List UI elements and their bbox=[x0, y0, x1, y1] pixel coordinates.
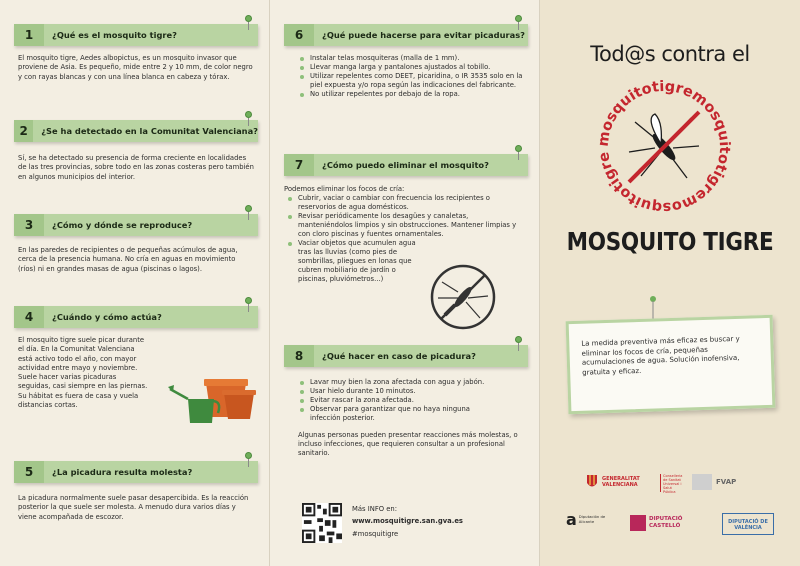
section-outro: Algunas personas pueden presentar reacciones más molestas, o incluso infecciones, que requieren consultar a un profesional sanitario. bbox=[298, 431, 518, 457]
section-title: ¿Cómo puedo eliminar el mosquito? bbox=[322, 160, 489, 170]
info-label: Más INFO en: bbox=[352, 505, 398, 513]
cover-title-top: Tod@s contra el bbox=[590, 42, 750, 66]
pin-icon bbox=[245, 205, 252, 212]
section-title: ¿Cómo y dónde se reproduce? bbox=[52, 220, 193, 230]
section-5 bbox=[14, 461, 258, 522]
list-item: Vaciar objetos que acumulen agua tras las lluvias (como pies de sombrillas, pliegues en lonas que cubren mobiliario de jardín o piscinas, pluviómetros...) bbox=[284, 239, 424, 284]
logo-diputacio-castello bbox=[630, 515, 695, 531]
logo-generalitat bbox=[585, 474, 646, 490]
alicante-mark-icon: a bbox=[566, 509, 577, 529]
list-item: Observar para garantizar que no haya ninguna infección posterior. bbox=[296, 405, 498, 423]
section-1 bbox=[14, 24, 258, 82]
section-title: ¿Qué es el mosquito tigre? bbox=[52, 30, 177, 40]
section-header bbox=[14, 24, 258, 46]
bullet-list bbox=[284, 46, 528, 99]
section-header bbox=[284, 345, 528, 367]
alicante-text: Diputación de Alicante bbox=[578, 514, 606, 524]
section-header bbox=[284, 154, 528, 176]
section-text: Sí, se ha detectado su presencia de forma creciente en localidades de las tres provincias, sobre todo en las zonas costeras pero también en algunos municipios del interior. bbox=[18, 154, 254, 181]
section-number: 6 bbox=[284, 24, 314, 46]
cover-title-bottom: MOSQUITO TIGRE bbox=[566, 228, 774, 257]
section-header bbox=[14, 461, 258, 483]
section-header bbox=[14, 214, 258, 236]
hashtag: #mosquitigre bbox=[352, 530, 399, 538]
section-number: 8 bbox=[284, 345, 314, 367]
list-item: Cubrir, vaciar o cambiar con frecuencia los recipientes o reservorios de agua domésticos. bbox=[284, 194, 524, 212]
list-item: No utilizar repelentes por debajo de la ropa. bbox=[296, 90, 524, 99]
castello-emblem-icon bbox=[630, 515, 646, 531]
section-number: 5 bbox=[14, 461, 44, 483]
logo-alicante bbox=[566, 509, 611, 529]
section-header bbox=[14, 306, 258, 328]
pin-icon bbox=[245, 111, 252, 118]
section-number: 3 bbox=[14, 214, 44, 236]
prevention-note: La medida preventiva más eficaz es buscar y eliminar los focos de cría, pequeñas acumulaciones de agua. Solución inofensiva, gratuita y eficaz. bbox=[566, 315, 776, 414]
generalitat-text: GENERALITAT VALENCIANA bbox=[602, 476, 640, 488]
section-number: 4 bbox=[14, 306, 44, 328]
section-8 bbox=[284, 345, 528, 458]
section-number: 7 bbox=[284, 154, 314, 176]
pin-icon bbox=[245, 15, 252, 22]
qr-code[interactable] bbox=[302, 503, 342, 543]
section-text: El mosquito tigre suele picar durante el día. En la Comunitat Valenciana está activo todo el año, con mayor actividad entre mayo y noviembre. Suele hacer varias picaduras seguidas, casi siempre en las piernas. Su hábitat es fuera de casa y vuela distancias cortas. bbox=[18, 336, 148, 410]
list-item: Revisar periódicamente los desagües y canaletas, manteniéndolos limpios y sin obstrucciones. Mantener limpias y con cloro piscinas y fuentes ornamentales. bbox=[284, 212, 524, 239]
section-number: 2 bbox=[14, 120, 33, 142]
section-3 bbox=[14, 214, 258, 274]
section-title: ¿La picadura resulta molesta? bbox=[52, 467, 193, 477]
generalitat-emblem-icon bbox=[585, 474, 599, 490]
section-title: ¿Se ha detectado en la Comunitat Valenciana? bbox=[41, 126, 258, 136]
panel-middle bbox=[270, 0, 540, 566]
panel-left bbox=[0, 0, 270, 566]
pin-icon bbox=[515, 145, 522, 152]
list-item: Lavar muy bien la zona afectada con agua y jabón. bbox=[296, 378, 498, 387]
list-item: Instalar telas mosquiteras (malla de 1 mm). bbox=[296, 54, 524, 63]
emblem-ring-text: mosquitotigremosquitotigremosquitotigre bbox=[595, 78, 733, 216]
logo-diputacio-valencia: DIPUTACIÓ DE VALÈNCIA bbox=[722, 513, 774, 535]
fvap-icon bbox=[692, 474, 712, 490]
list-item: Utilizar repelentes como DEET, picaridina, o IR 3535 solo en la piel expuesta y/o ropa según las indicaciones del fabricante. bbox=[296, 72, 524, 90]
section-title: ¿Qué hacer en caso de picadura? bbox=[322, 351, 476, 361]
section-text: En las paredes de recipientes o de pequeñas acúmulos de agua, cerca de la presencia humana. No cría en aguas en movimiento (ríos) ni en grandes masas de agua (piscinas o lagos). bbox=[18, 246, 238, 273]
section-title: ¿Cuándo y cómo actúa? bbox=[52, 312, 162, 322]
website-link[interactable]: www.mosquitigre.san.gva.es bbox=[352, 517, 463, 525]
section-intro: Podemos eliminar los focos de cría: bbox=[284, 185, 405, 193]
section-number: 1 bbox=[14, 24, 44, 46]
list-item: Evitar rascar la zona afectada. bbox=[296, 396, 498, 405]
bullet-list bbox=[284, 367, 528, 423]
logo-fvap bbox=[692, 474, 736, 490]
pin-icon bbox=[245, 452, 252, 459]
section-header bbox=[14, 120, 258, 142]
mosquito-crossed-icon bbox=[428, 262, 498, 332]
pin-icon bbox=[245, 297, 252, 304]
section-title: ¿Qué puede hacerse para evitar picaduras? bbox=[322, 30, 525, 40]
list-item: Usar hielo durante 10 minutos. bbox=[296, 387, 498, 396]
watering-can-and-pots-illustration bbox=[168, 365, 258, 427]
section-header bbox=[284, 24, 528, 46]
pin-icon bbox=[515, 15, 522, 22]
section-text: El mosquito tigre, Aedes albopictus, es un mosquito invasor que proviene de Asia. Es pequeño, mide entre 2 y 10 mm, de color negro y con rayas blancas y con una línea blanca en cabeza y tórax. bbox=[18, 54, 253, 81]
list-item: Llevar manga larga y pantalones ajustados al tobillo. bbox=[296, 63, 524, 72]
section-text: La picadura normalmente suele pasar desapercibida. Es la reacción posterior la que suele ser molesta. A menudo dura varios días y viene acompañada de escozor. bbox=[18, 494, 249, 521]
mosquito-prohibition-emblem bbox=[595, 78, 733, 216]
section-2 bbox=[14, 120, 258, 182]
section-6 bbox=[284, 24, 528, 99]
logo-conselleria: Conselleria de Sanitat Universal i Salut Pública bbox=[660, 474, 684, 492]
castello-text: DIPUTACIÓ CASTELLÓ bbox=[649, 516, 683, 529]
pin-icon bbox=[515, 336, 522, 343]
fvap-text: FVAP bbox=[716, 478, 737, 486]
